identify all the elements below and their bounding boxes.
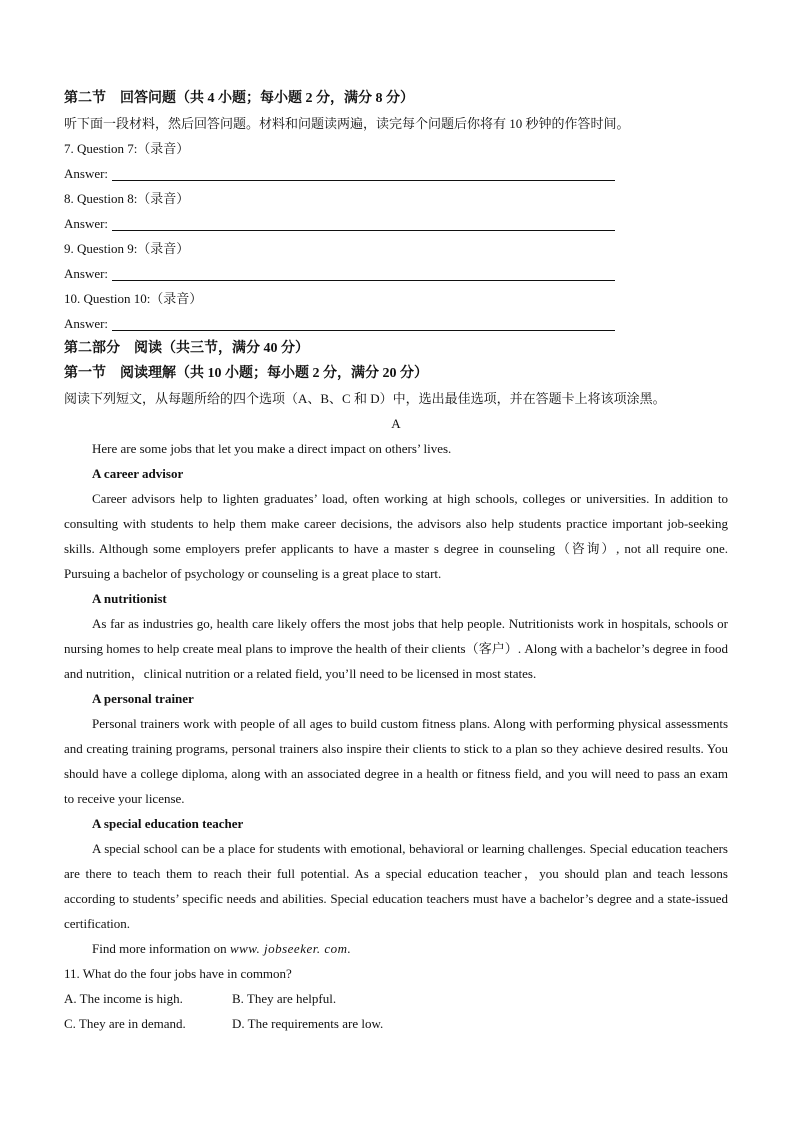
question-8-answer: [64, 211, 728, 236]
answer-label: Answer:: [64, 266, 109, 281]
question-9-answer: [64, 261, 728, 286]
job-title-special-education-teacher: A special education teacher: [92, 816, 244, 831]
answer-line-7[interactable]: [112, 163, 615, 181]
job-paragraph-career-advisor: [64, 486, 728, 586]
answer-line-9[interactable]: [112, 263, 615, 281]
more-info: [64, 936, 728, 961]
part2-instruction: 阅读下列短文，从每题所给的四个选项（A、B、C 和 D）中，选出最佳选项，并在答题卡上将该项涂黑。: [64, 391, 666, 406]
job-paragraph-special-education-teacher: [64, 836, 728, 936]
question-7-answer: [64, 161, 728, 186]
question-7-label: 7. Question 7:（录音）: [64, 141, 190, 156]
part2-section1-heading: 第一节 阅读理解（共 10 小题；每小题 2 分，满分 20 分）: [64, 366, 428, 381]
passage-letter: A: [391, 416, 401, 431]
passage-intro: Here are some jobs that let you make a direct impact on others’ lives.: [92, 441, 452, 456]
section2-heading: 第二节 回答问题（共 4 小题；每小题 2 分，满分 8 分）: [64, 91, 414, 106]
job-title-personal-trainer: A personal trainer: [92, 691, 194, 706]
option-b[interactable]: B. They are helpful.: [232, 991, 337, 1006]
question-10-answer: [64, 311, 728, 336]
answer-label: Answer:: [64, 316, 109, 331]
answer-label: Answer:: [64, 216, 109, 231]
job-paragraph-nutritionist: [64, 611, 728, 686]
job-text: Personal trainers work with people of all ages to build custom fitness plans. Along with performing physical assessments and creating training programs, personal trainers also inspire their clients to stick to a plan so they achieve desired results. You should have a college diploma, along with an associated degree in a health or fitness field, and you will need to pass an exam to receive your license.: [64, 716, 728, 806]
job-text: As far as industries go, health care likely offers the most jobs that help people. Nutritionists work in hospitals, schools or nursing homes to help create meal plans to improve the health of their clients（客户）. Along with a bachelor’s degree in food and nutrition，clinical nutrition or a related field, you’ll need to be licensed in most states.: [64, 616, 728, 681]
option-a[interactable]: A. The income is high.: [64, 991, 183, 1006]
option-d[interactable]: D. The requirements are low.: [232, 1016, 384, 1031]
job-text: A special school can be a place for students with emotional, behavioral or learning challenges. Special education teachers are there to teach them to reach their full potential. As a special education teacher，you should plan and teach lessons according to students’ specific needs and abilities. Special education teachers must have a bachelor’s degree and a state-issued certification.: [64, 841, 728, 931]
job-text: Career advisors help to lighten graduates’ load, often working at high schools, colleges or universities. In addition to consulting with students to help them make career decisions, the advisors also help students practice important job-seeking skills. Although some employers prefer applicants to have a master s degree in counseling（咨询）, not all require one. Pursuing a bachelor of psychology or counseling is a great place to start.: [64, 491, 728, 581]
option-c[interactable]: C. They are in demand.: [64, 1016, 186, 1031]
question-10-label: 10. Question 10:（录音）: [64, 291, 203, 306]
question-9-label: 9. Question 9:（录音）: [64, 241, 190, 256]
answer-label: Answer:: [64, 166, 109, 181]
more-info-link[interactable]: www. jobseeker. com.: [229, 941, 352, 956]
section2-instruction: 听下面一段材料，然后回答问题。材料和问题读两遍，读完每个问题后你将有 10 秒钟的作答时间。: [64, 116, 630, 131]
question-11-options-row-2: [64, 1011, 728, 1036]
part2-heading: 第二部分 阅读（共三节，满分 40 分）: [64, 341, 309, 356]
answer-line-10[interactable]: [112, 313, 615, 331]
job-title-career-advisor: A career advisor: [92, 466, 184, 481]
question-11-options-row-1: [64, 986, 728, 1011]
job-title-nutritionist: A nutritionist: [92, 591, 167, 606]
question-11-stem: 11. What do the four jobs have in common?: [64, 966, 292, 981]
document-page: [64, 86, 728, 1036]
answer-line-8[interactable]: [112, 213, 615, 231]
question-8-label: 8. Question 8:（录音）: [64, 191, 190, 206]
more-info-prefix: Find more information on: [92, 941, 230, 956]
job-paragraph-personal-trainer: [64, 711, 728, 811]
